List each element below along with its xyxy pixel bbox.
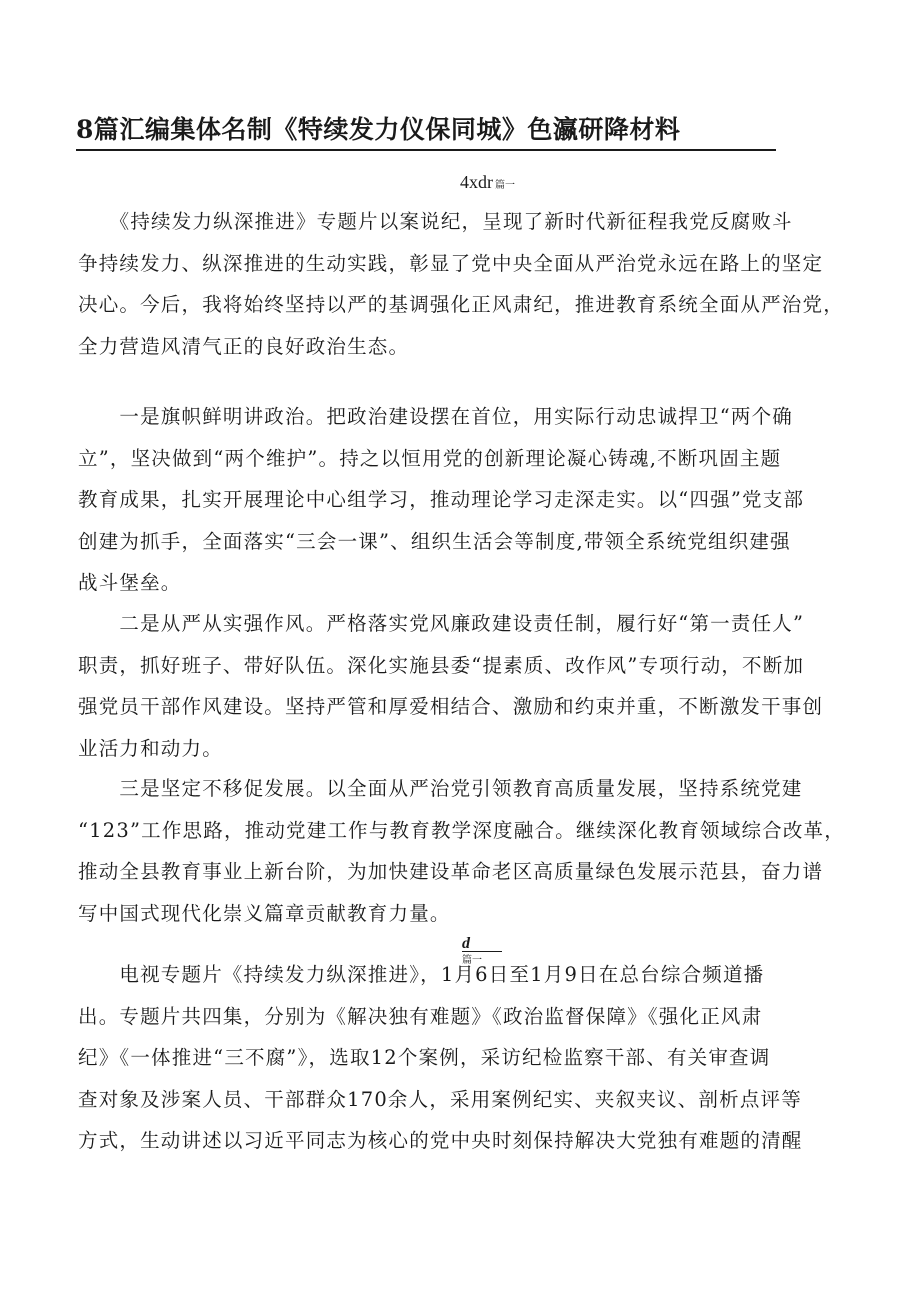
paragraph-line: 全力营造风清气正的良好政治生态。 <box>78 334 410 358</box>
paragraph-line: 电视专题片《持续发力纵深推进》，1月6日至1月9日在总台综合频道播 <box>78 963 765 986</box>
paragraph-line: 创建为抓手，全面落实“三会一课”、组织生活会等制度,带领全系统党组织建强 <box>78 529 791 553</box>
paragraph-line: 写中国式现代化崇义篇章贡献教育力量。 <box>78 901 451 925</box>
paragraph-line: 《持续发力纵深推进》专题片以案说纪，呈现了新时代新征程我党反腐败斗 <box>78 210 793 233</box>
paragraph-line: 出。专题片共四集，分别为《解决独有难题》《政治监督保障》《强化正风肃 <box>78 1004 763 1028</box>
paragraph-line: 战斗堡垒。 <box>78 571 182 594</box>
paragraph-line: 一是旗帜鲜明讲政治。把政治建设摆在首位，用实际行动忠诚捍卫“两个确 <box>78 405 793 428</box>
paragraph-line: 决心。今后，我将始终坚持以严的基调强化正风肃纪，推进教育系统全面从严治党， <box>78 293 844 316</box>
paragraph-line: 方式，生动讲述以习近平同志为核心的党中央时刻保持解决大党独有难题的清醒 <box>78 1129 803 1152</box>
paragraph-line: 二是从严从实强作风。严格落实党风廉政建设责任制，履行好“第一责任人” <box>78 612 805 635</box>
paragraph-line: “123”工作思路，推动党建工作与教育教学深度融合。继续深化教育领域综合改革， <box>78 818 845 842</box>
paragraph-line: 立”，坚决做到“两个维护”。持之以恒用党的创新理论凝心铸魂,不断巩固主题 <box>78 446 782 470</box>
section-1-label-main: 4xdr <box>460 172 493 192</box>
paragraph-line: 职责，抓好班子、带好队伍。深化实施县委“提素质、改作风”专项行动，不断加 <box>78 653 805 677</box>
paragraph-line: 业活力和动力。 <box>78 736 223 760</box>
document-title: 8篇汇编集体名制《特续发力仪保同城》色瀛研降材料 <box>76 112 776 151</box>
section-2-label-main: d <box>462 937 502 952</box>
paragraph-line: 教育成果，扎实开展理论中心组学习，推动理论学习走深走实。以“四强”党支部 <box>78 488 805 511</box>
paragraph-line: 争持续发力、纵深推进的生动实践，彰显了党中央全面从严治党永远在路上的坚定 <box>78 251 824 275</box>
paragraph-line: 查对象及涉案人员、干部群众170余人，采用案例纪实、夹叙夹议、剖析点评等 <box>78 1087 802 1111</box>
paragraph-line: 推动全县教育事业上新台阶，为加快建设革命老区高质量绿色发展示范县，奋力谱 <box>78 860 824 883</box>
paragraph-5 <box>78 954 854 1162</box>
section-1-label-small: 篇一 <box>495 180 515 191</box>
paragraph-line: 强党员干部作风建设。坚持严管和厚爱相结合、激励和约束并重，不断激发干事创 <box>78 695 824 718</box>
paragraph-4 <box>78 768 854 934</box>
paragraph-1 <box>78 201 854 367</box>
section-1-label <box>460 172 515 193</box>
paragraph-line: 纪》《一体推进“三不腐”》，选取12个案例，采访纪检监察干部、有关审查调 <box>78 1046 771 1069</box>
section-2-label-small: 篇一 <box>462 955 482 966</box>
paragraph-2 <box>78 396 854 604</box>
paragraph-3 <box>78 603 854 769</box>
paragraph-line: 三是坚定不移促发展。以全面从严治党引领教育高质量发展，坚持系统党建 <box>78 777 803 800</box>
